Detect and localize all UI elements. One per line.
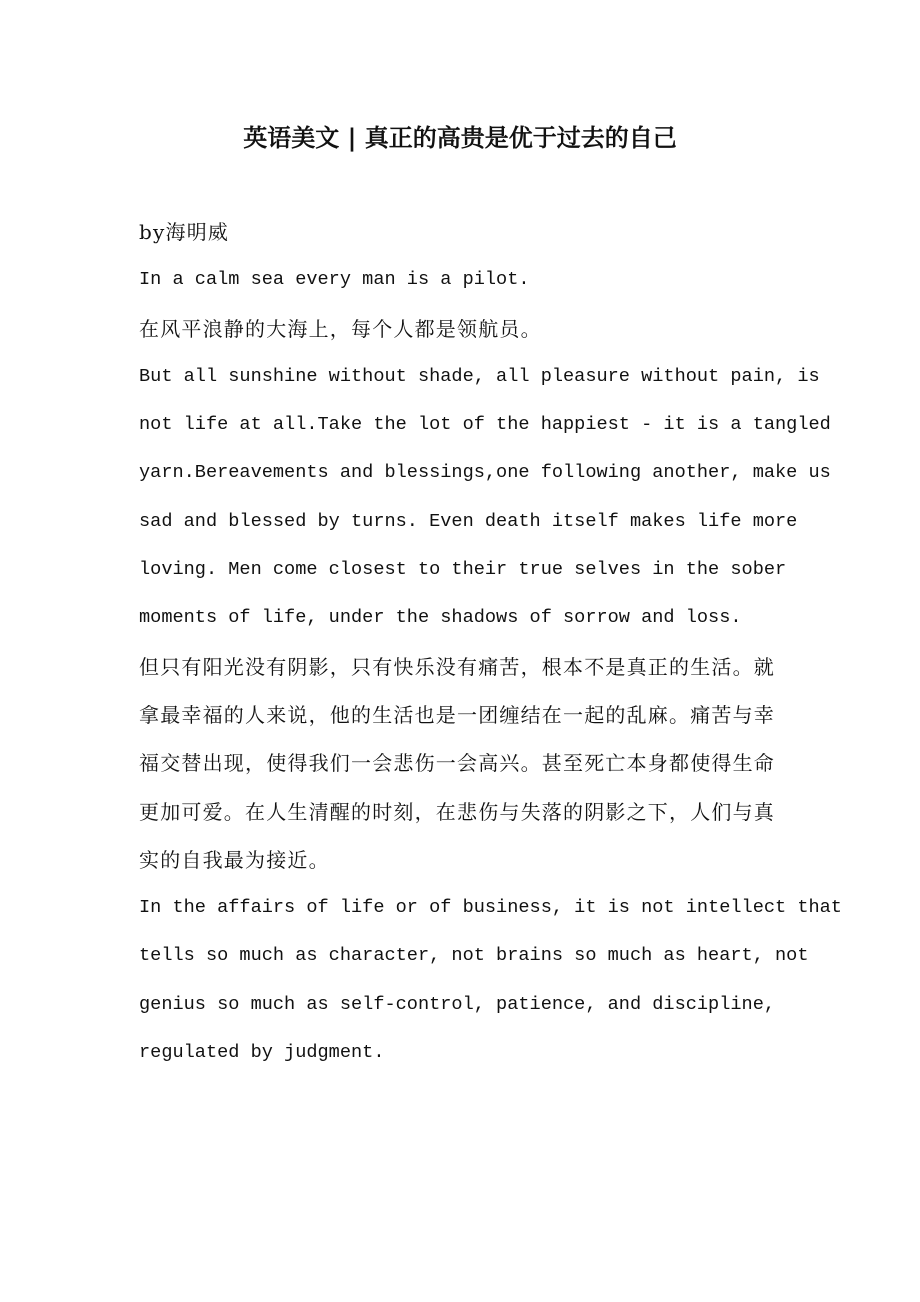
- text-line: 福交替出现，使得我们一会悲伤一会高兴。甚至死亡本身都使得生命: [139, 751, 775, 776]
- text-line: genius so much as self-control, patience, and discipline,: [139, 993, 776, 1015]
- text-line: regulated by judgment.: [139, 1042, 385, 1064]
- article-body: [139, 212, 842, 1081]
- text-line: sad and blessed by turns. Even death itself makes life more: [139, 510, 798, 532]
- page-title: 英语美文 | 真正的高贵是优于过去的自己: [243, 124, 677, 152]
- text-line: 实的自我最为接近。: [139, 847, 330, 872]
- text-line: yarn.Bereavements and blessings,one following another, make us: [139, 462, 831, 484]
- text-line: 更加可爱。在人生清醒的时刻，在悲伤与失落的阴影之下，人们与真: [139, 799, 775, 824]
- text-line: 但只有阳光没有阴影，只有快乐没有痛苦，根本不是真正的生活。就: [139, 654, 775, 679]
- text-line: not life at all.Take the lot of the happiest - it is a tangled: [139, 414, 831, 436]
- text-line: 拿最幸福的人来说，他的生活也是一团缠结在一起的乱麻。痛苦与幸: [139, 702, 775, 727]
- text-line: moments of life, under the shadows of sorrow and loss.: [139, 607, 742, 629]
- text-line: But all sunshine without shade, all pleasure without pain, is: [139, 365, 820, 387]
- text-line: 在风平浪静的大海上，每个人都是领航员。: [139, 316, 542, 341]
- text-line: loving. Men come closest to their true selves in the sober: [139, 559, 787, 581]
- byline: by海明威: [139, 220, 230, 244]
- text-line: In the affairs of life or of business, it is not intellect that: [139, 897, 842, 919]
- text-line: tells so much as character, not brains so much as heart, not: [139, 945, 809, 967]
- text-line: In a calm sea every man is a pilot.: [139, 269, 530, 291]
